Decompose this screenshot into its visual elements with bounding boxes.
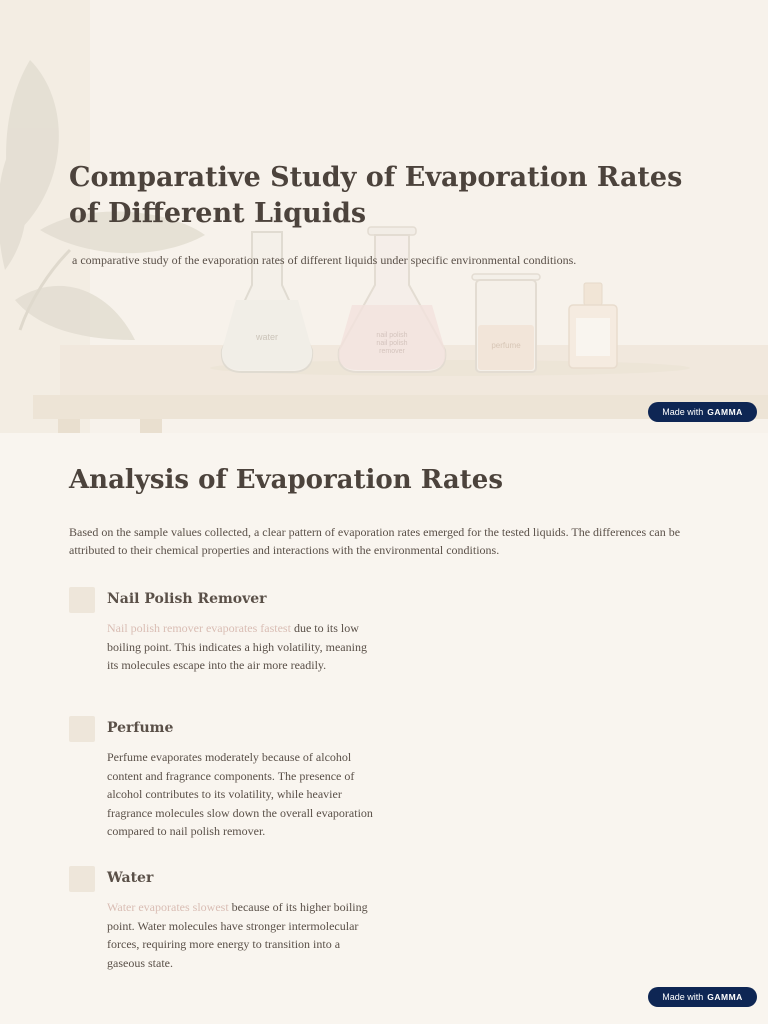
perfume-beaker-label: perfume bbox=[491, 341, 521, 350]
item-text: Perfume evaporates moderately because of alcohol content and fragrance components. The presence of alcohol contributes to its volatility, while heavier fragrance molecules slow down the overall evaporation compared to nail polish remover. bbox=[107, 750, 373, 838]
hero-section bbox=[0, 0, 768, 433]
badge-prefix: Made with bbox=[662, 407, 704, 417]
gamma-logo: GAMMA bbox=[707, 992, 743, 1002]
item-icon-box bbox=[69, 587, 95, 613]
nail-polish-label-line3: remover bbox=[379, 348, 405, 355]
gamma-logo: GAMMA bbox=[707, 407, 743, 417]
item-body bbox=[107, 898, 379, 972]
page-subtitle: a comparative study of the evaporation rates of different liquids under specific environmental conditions. bbox=[72, 253, 577, 267]
item-text: because of its higher boiling point. Water molecules have stronger intermolecular forces, requiring more energy to transition into a gaseous state. bbox=[107, 900, 368, 970]
item-icon-box bbox=[69, 866, 95, 892]
item-body bbox=[107, 619, 379, 675]
item-title: Perfume bbox=[107, 720, 174, 736]
analysis-section bbox=[0, 433, 768, 1024]
badge-prefix: Made with bbox=[662, 992, 704, 1002]
item-title: Nail Polish Remover bbox=[107, 591, 267, 607]
item-body bbox=[107, 748, 379, 841]
page-title: Comparative Study of Evaporation Rates of Different Liquids bbox=[69, 162, 683, 229]
made-with-gamma-badge-bottom[interactable] bbox=[648, 987, 757, 1007]
water-flask-label: water bbox=[255, 332, 279, 342]
nail-polish-label-line2: nail polish bbox=[376, 340, 408, 347]
item-icon-box bbox=[69, 716, 95, 742]
made-with-gamma-badge[interactable] bbox=[648, 402, 757, 422]
item-highlight: Nail polish remover evaporates fastest bbox=[107, 621, 291, 635]
item-highlight: Water evaporates slowest bbox=[107, 900, 229, 914]
nail-polish-label-line1: nail polish bbox=[376, 332, 408, 339]
item-text: due to its low boiling point. This indicates a high volatility, meaning its molecules escape into the air more readily. bbox=[107, 621, 367, 672]
section-intro: Based on the sample values collected, a clear pattern of evaporation rates emerged for the tested liquids. The differences can be attributed to their chemical properties and interactions with the environmental conditions. bbox=[69, 525, 681, 557]
section-title: Analysis of Evaporation Rates bbox=[69, 465, 503, 495]
item-title: Water bbox=[107, 870, 154, 886]
